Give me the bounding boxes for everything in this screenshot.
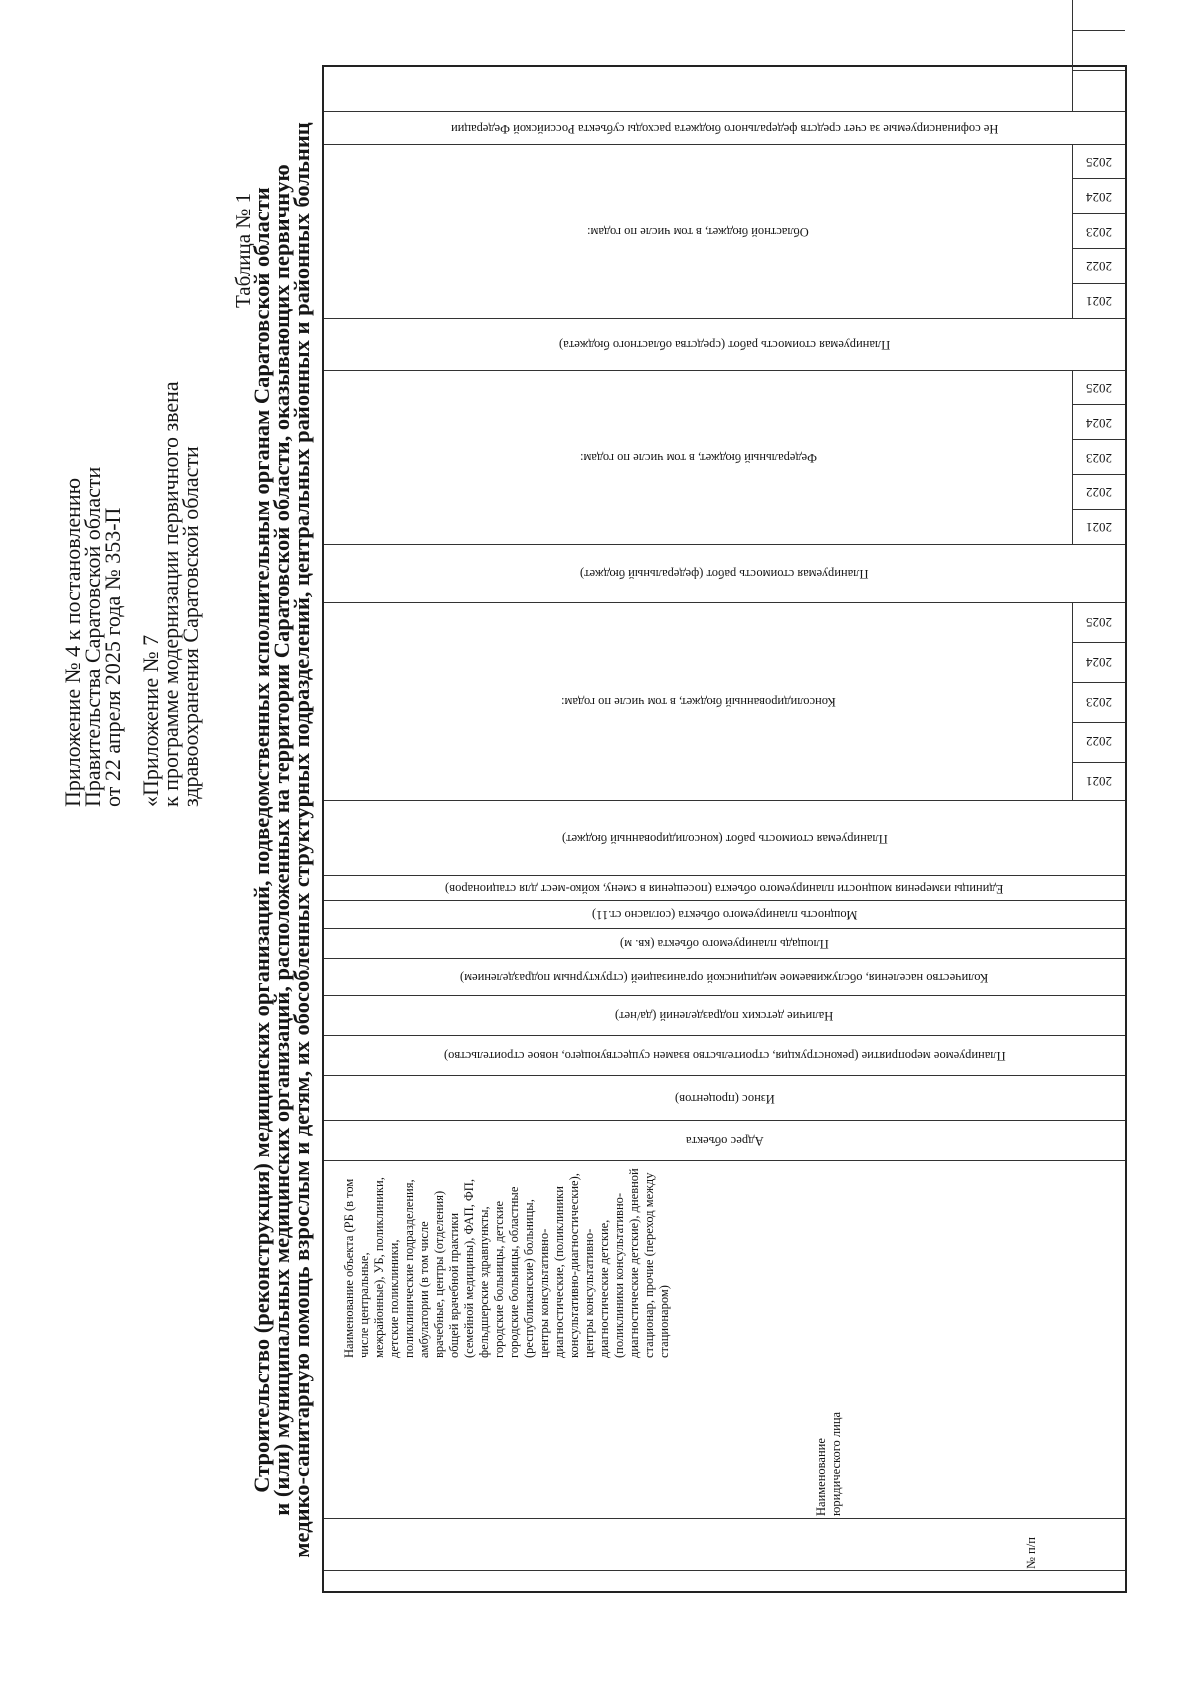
column-header-capacity-units: Единицы измерения мощности планируемого объекта (посещения в смену, койко-мест для стационаров): [445, 882, 1004, 896]
year-cell-consolidated-2024: 2024: [1085, 654, 1112, 670]
column-header-population: Количество населения, обслуживаемое медицинской организацией (структурным подразделением): [460, 971, 989, 985]
column-header-number: № п/п: [1024, 1537, 1038, 1569]
year-cell-regional-2021: 2021: [1085, 294, 1112, 310]
column-header-address: Адрес объекта: [685, 1134, 764, 1149]
year-cell-regional-2024: 2024: [1085, 189, 1112, 205]
column-header-legal-entity: Наименование юридического лица: [814, 1411, 843, 1516]
annex-reference: Приложение № 4 к постановлению Правительства Саратовской области от 22 апреля 2025 года № 353-П: [60, 466, 125, 807]
budget-table: [322, 65, 1127, 1593]
program-annex-reference: «Приложение № 7 к программе модернизации первичного звена здравоохранения Саратовской области: [138, 381, 203, 807]
year-cell-regional-2023: 2023: [1085, 224, 1112, 240]
year-cell-regional-2022: 2022: [1085, 259, 1112, 275]
year-cell-consolidated-2023: 2023: [1085, 694, 1112, 710]
column-header-cost-regional: Планируемая стоимость работ (средства областного бюджета): [558, 338, 891, 353]
year-cell-federal-2024: 2024: [1085, 415, 1112, 431]
document-title: Строительство (реконструкция) медицинских организаций, подведомственных исполнительным органам Саратовской области и (или) муниципальных медицинских организаций, расположенных на территории Саратовской области, оказывающих первичную медико-санитарную помощь взрослым и детям, их обособленных структурных подразделений, центральных районных и районных больниц: [249, 122, 314, 1558]
column-header-object-name: Наименование объекта (РБ (в том числе центральные, межрайонные), УБ, поликлиники, детские поликлиники, поликлинические подразделения, амбулатории (в том числе врачебные, центры (отделения) общей врачебной практики (семейной медицины), ФАП, ФП, фельдшерские здравпункты, городские больницы, детские городские больницы, областные (республиканские) больницы, центры консультативно-диагностические, (поликлиники консультативно-диагностические), центры консультативно-диагностические детские, (поликлиники консультативно-диагностические детские), дневной стационар, прочие (переход между стационаром): [342, 1168, 671, 1358]
year-cell-consolidated-2025: 2025: [1085, 615, 1112, 631]
year-cell-consolidated-2022: 2022: [1085, 734, 1112, 750]
year-cell-federal-2025: 2025: [1085, 380, 1112, 396]
table-number: Таблица № 1: [231, 192, 255, 308]
column-header-wear: Износ (процентов): [674, 1092, 775, 1106]
column-header-children-units: Наличие детских подразделений (да/нет): [615, 1009, 834, 1024]
column-header-cost-federal: Планируемая стоимость работ (федеральный бюджет): [580, 567, 869, 582]
year-cell-federal-2023: 2023: [1085, 450, 1112, 466]
year-cell-federal-2021: 2021: [1085, 520, 1112, 536]
column-header-regional-by-year: Областной бюджет, в том числе по годам:: [587, 225, 809, 240]
column-header-capacity: Мощность планируемого объекта (согласно ст.11): [591, 908, 858, 923]
column-header-not-cofinanced: Не софинансируемые за счет средств федерального бюджета расходы субъекта Российской Федерации: [450, 122, 999, 136]
year-cell-consolidated-2021: 2021: [1085, 773, 1112, 789]
column-header-cost-consolidated: Планируемая стоимость работ (консолидированный бюджет): [561, 832, 888, 846]
column-header-consolidated-by-year: Консолидированный бюджет, в том числе по годам:: [560, 695, 836, 710]
column-header-event: Планируемое мероприятие (реконструкция, строительство взамен существующего, новое строительство): [443, 1049, 1006, 1064]
column-header-federal-by-year: Федеральный бюджет, в том числе по годам:: [579, 451, 817, 466]
year-cell-federal-2022: 2022: [1085, 485, 1112, 501]
column-header-area: Площадь планируемого объекта (кв. м): [620, 937, 829, 952]
year-cell-regional-2025: 2025: [1085, 154, 1112, 170]
